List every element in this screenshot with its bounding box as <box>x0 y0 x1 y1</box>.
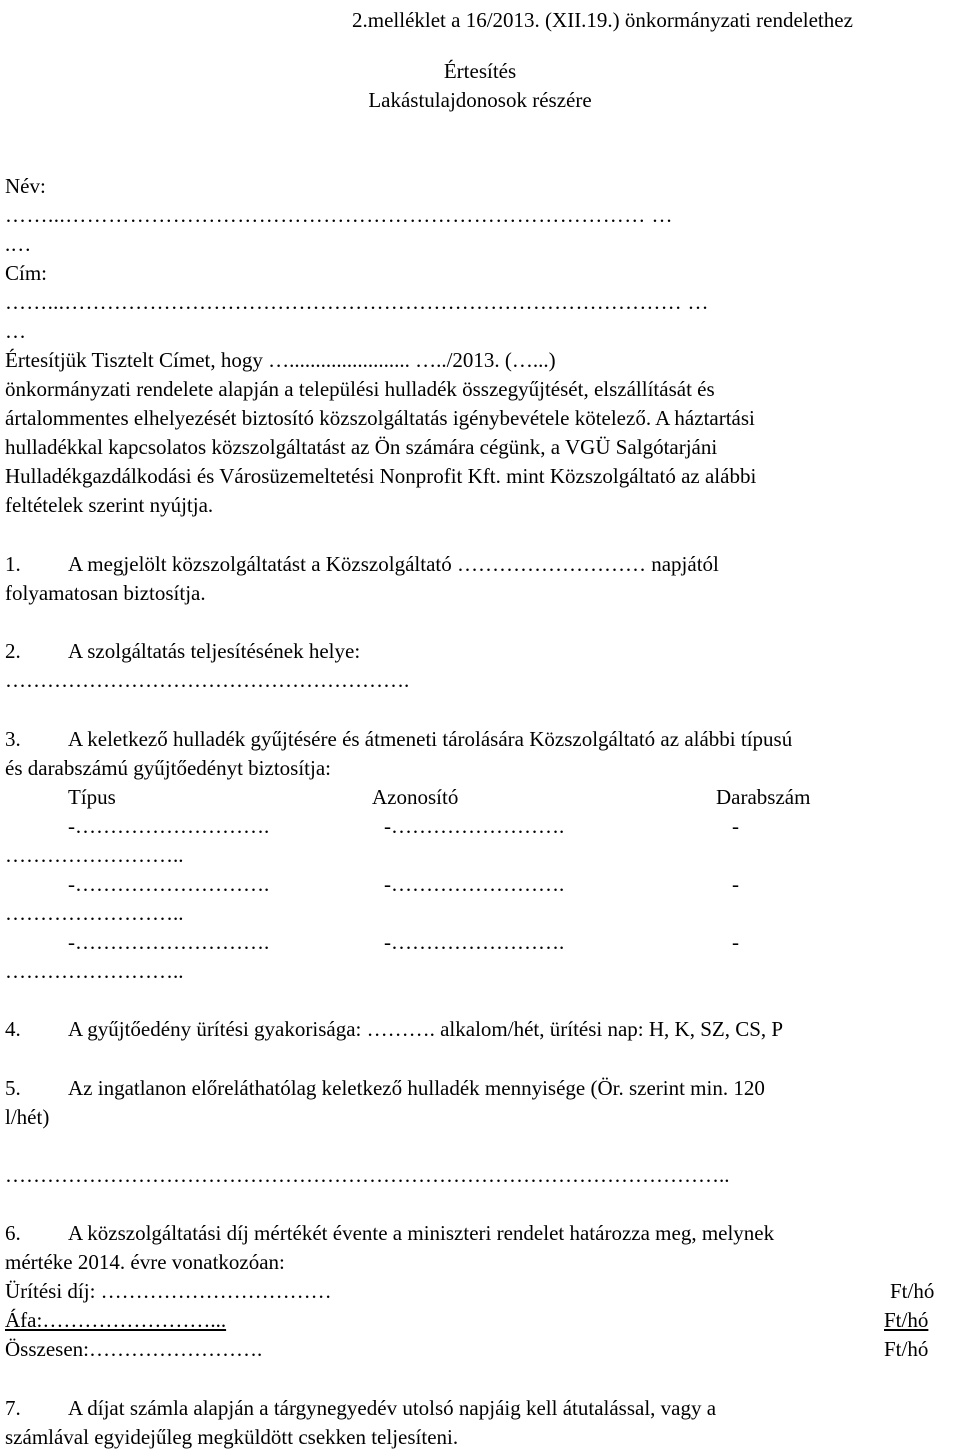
name-field-continuation: .… <box>5 232 32 256</box>
annex-reference: 2.melléklet a 16/2013. (XII.19.) önkormányzati rendelethez <box>352 8 853 32</box>
container-type-field[interactable]: -………………………. <box>68 814 270 838</box>
intro-line-1: Értesítjük Tisztelt Címet, hogy …....................... …../2013. (…...) <box>5 348 556 372</box>
container-count-field[interactable]: - <box>732 814 739 838</box>
intro-line-6: feltételek szerint nyújtja. <box>5 493 214 517</box>
item-3-text: A keletkező hulladék gyűjtésére és átmeneti tárolására Közszolgáltató az alábbi típusú <box>68 727 793 751</box>
item-6-text-continuation: mértéke 2014. évre vonatkozóan: <box>5 1250 285 1274</box>
document-title: Értesítés <box>443 59 517 83</box>
item-2-number: 2. <box>5 639 21 663</box>
vat-field[interactable] <box>5 1306 937 1335</box>
item-6-text: A közszolgáltatási díj mértékét évente a miniszteri rendelet határozza meg, melynek <box>68 1221 775 1245</box>
item-5-number: 5. <box>5 1076 21 1100</box>
item-4-number: 4. <box>5 1017 21 1041</box>
vat-unit <box>884 1306 928 1335</box>
item-5-text: Az ingatlanon előreláthatólag keletkező hulladék mennyisége (Ör. szerint min. 120 <box>68 1076 765 1100</box>
item-1-text: A megjelölt közszolgáltatást a Közszolgáltató ……………………… napjától <box>68 552 719 576</box>
item-3-number: 3. <box>5 727 21 751</box>
address-field-continuation: … <box>5 319 26 343</box>
name-label: Név: <box>5 174 46 198</box>
total-fee-field[interactable]: Összesen:……………………. <box>5 1337 263 1361</box>
name-field[interactable]: ……...……………………………………………………………………… … <box>5 203 673 227</box>
emptying-fee-field[interactable]: Ürítési díj: …………………………… <box>5 1279 332 1303</box>
intro-line-4: hulladékkal kapcsolatos közszolgáltatást az Ön számára cégünk, a VGÜ Salgótarjáni <box>5 435 718 459</box>
container-type-field[interactable]: -………………………. <box>68 872 270 896</box>
service-location-field[interactable]: …………………………………………………. <box>5 668 410 692</box>
item-7-number: 7. <box>5 1396 21 1420</box>
item-6-number: 6. <box>5 1221 21 1245</box>
column-header-id: Azonosító <box>372 785 459 809</box>
intro-line-5: Hulladékgazdálkodási és Városüzemeltetési Nonprofit Kft. mint Közszolgáltató az alábbi <box>5 464 757 488</box>
intro-line-3: ártalommentes elhelyezését biztosító közszolgáltatás igénybevétele kötelező. A háztartási <box>5 406 755 430</box>
column-header-count: Darabszám <box>716 785 811 809</box>
column-header-type: Típus <box>68 785 116 809</box>
item-4-text: A gyűjtőedény ürítési gyakorisága: ………. alkalom/hét, ürítési nap: H, K, SZ, CS, P <box>68 1017 784 1041</box>
document-subtitle: Lakástulajdonosok részére <box>368 88 592 112</box>
container-row-continuation: …………………….. <box>5 901 184 925</box>
container-row-continuation: …………………….. <box>5 959 184 983</box>
container-row-continuation: …………………….. <box>5 843 184 867</box>
item-7-text-continuation: számlával egyidejűleg megküldött csekken teljesíteni. <box>5 1425 459 1449</box>
container-type-field[interactable]: -………………………. <box>68 930 270 954</box>
item-5-text-continuation: l/hét) <box>5 1105 50 1129</box>
waste-quantity-field[interactable]: ………………………………………………………………………………………….. <box>5 1163 730 1187</box>
emptying-fee-unit: Ft/hó <box>890 1279 935 1303</box>
container-id-field[interactable]: -……………………. <box>384 930 565 954</box>
address-label: Cím: <box>5 261 48 285</box>
total-fee-unit: Ft/hó <box>884 1337 929 1361</box>
item-7-text: A díjat számla alapján a tárgynegyedév utolsó napjáig kell átutalással, vagy a <box>68 1396 717 1420</box>
item-1-text-continuation: folyamatosan biztosítja. <box>5 581 206 605</box>
item-2-text: A szolgáltatás teljesítésének helye: <box>68 639 361 663</box>
item-3-text-continuation: és darabszámú gyűjtőedényt biztosítja: <box>5 756 331 780</box>
container-id-field[interactable]: -……………………. <box>384 872 565 896</box>
vat-unit-text: Ft/hó <box>884 1308 929 1332</box>
container-count-field[interactable]: - <box>732 930 739 954</box>
intro-line-2: önkormányzati rendelete alapján a települési hulladék összegyűjtését, elszállítását és <box>5 377 715 401</box>
container-count-field[interactable]: - <box>732 872 739 896</box>
container-id-field[interactable]: -……………………. <box>384 814 565 838</box>
item-1-number: 1. <box>5 552 21 576</box>
vat-line <box>5 1306 937 1335</box>
vat-label: Áfa:……………………... <box>5 1308 227 1332</box>
address-field[interactable]: ……...…………………………………………………………………………… … <box>5 290 709 314</box>
